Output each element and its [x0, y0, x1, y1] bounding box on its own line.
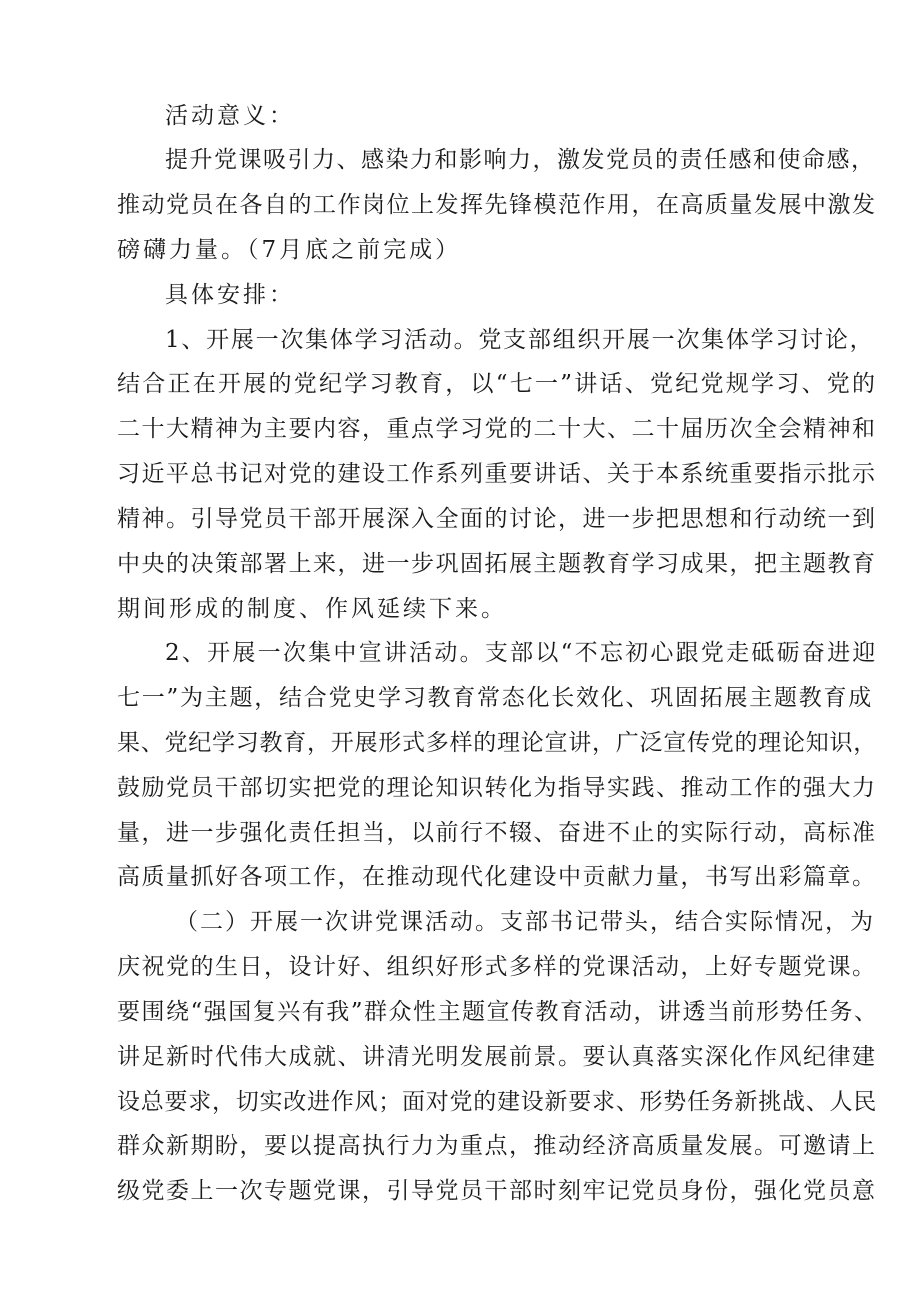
paragraph-line: 量，进一步强化责任担当，以前行不辍、奋进不止的实际行动，高标准 — [117, 820, 877, 846]
paragraph-line: 磅礴力量。（7月底之前完成） — [117, 237, 462, 263]
paragraph-line: 2、开展一次集中宣讲活动。支部以“不忘初心跟党走砥砺奋进迎 — [165, 640, 878, 666]
paragraph-line: 提升党课吸引力、感染力和影响力，激发党员的责任感和使命感， — [165, 147, 876, 173]
paragraph-line: 二十大精神为主要内容，重点学习党的二十大、二十届历次全会精神和 — [117, 416, 877, 442]
paragraph-line: 果、党纪学习教育，开展形式多样的理论宣讲，广泛宣传党的理论知识， — [117, 730, 877, 756]
paragraph-line: 结合正在开展的党纪学习教育，以“七一”讲话、党纪党规学习、党的 — [117, 371, 878, 397]
paragraph-line: 讲足新时代伟大成就、讲清光明发展前景。要认真落实深化作风纪律建 — [117, 1044, 877, 1070]
paragraph-line: 级党委上一次专题党课，引导党员干部时刻牢记党员身份，强化党员意 — [117, 1178, 877, 1204]
paragraph-line: 群众新期盼，要以提高执行力为重点，推动经济高质量发展。可邀请上 — [117, 1133, 877, 1159]
paragraph-line: 期间形成的制度、作风延续下来。 — [117, 596, 507, 622]
paragraph-line: 推动党员在各自的工作岗位上发挥先锋模范作用，在高质量发展中激发 — [117, 192, 877, 218]
paragraph-line: 设总要求，切实改进作风；面对党的建设新要求、形势任务新挑战、人民 — [117, 1089, 877, 1115]
paragraph-line: 七一”为主题，结合党史学习教育常态化长效化、巩固拓展主题教育成 — [117, 685, 874, 711]
section-heading-significance: 活动意义： — [165, 103, 295, 129]
paragraph-line: 高质量抓好各项工作，在推动现代化建设中贡献力量，书写出彩篇章。 — [117, 864, 877, 890]
paragraph-line: 习近平总书记对党的建设工作系列重要讲话、关于本系统重要指示批示 — [117, 461, 877, 487]
paragraph-line: （二）开展一次讲党课活动。支部书记带头，结合实际情况，为 — [175, 909, 875, 935]
paragraph-line: 1、开展一次集体学习活动。党支部组织开展一次集体学习讨论， — [165, 327, 875, 353]
paragraph-line: 要围绕“强国复兴有我”群众性主题宣传教育活动，讲透当前形势任务、 — [117, 999, 879, 1025]
paragraph-line: 鼓励党员干部切实把党的理论知识转化为指导实践、推动工作的强大力 — [117, 775, 877, 801]
paragraph-line: 中央的决策部署上来，进一步巩固拓展主题教育学习成果，把主题教育 — [117, 551, 877, 577]
paragraph-line: 庆祝党的生日，设计好、组织好形式多样的党课活动，上好专题党课。 — [117, 954, 877, 980]
section-heading-arrangement: 具体安排： — [165, 282, 295, 308]
paragraph-line: 精神。引导党员干部开展深入全面的讨论，进一步把思想和行动统一到 — [117, 506, 877, 532]
